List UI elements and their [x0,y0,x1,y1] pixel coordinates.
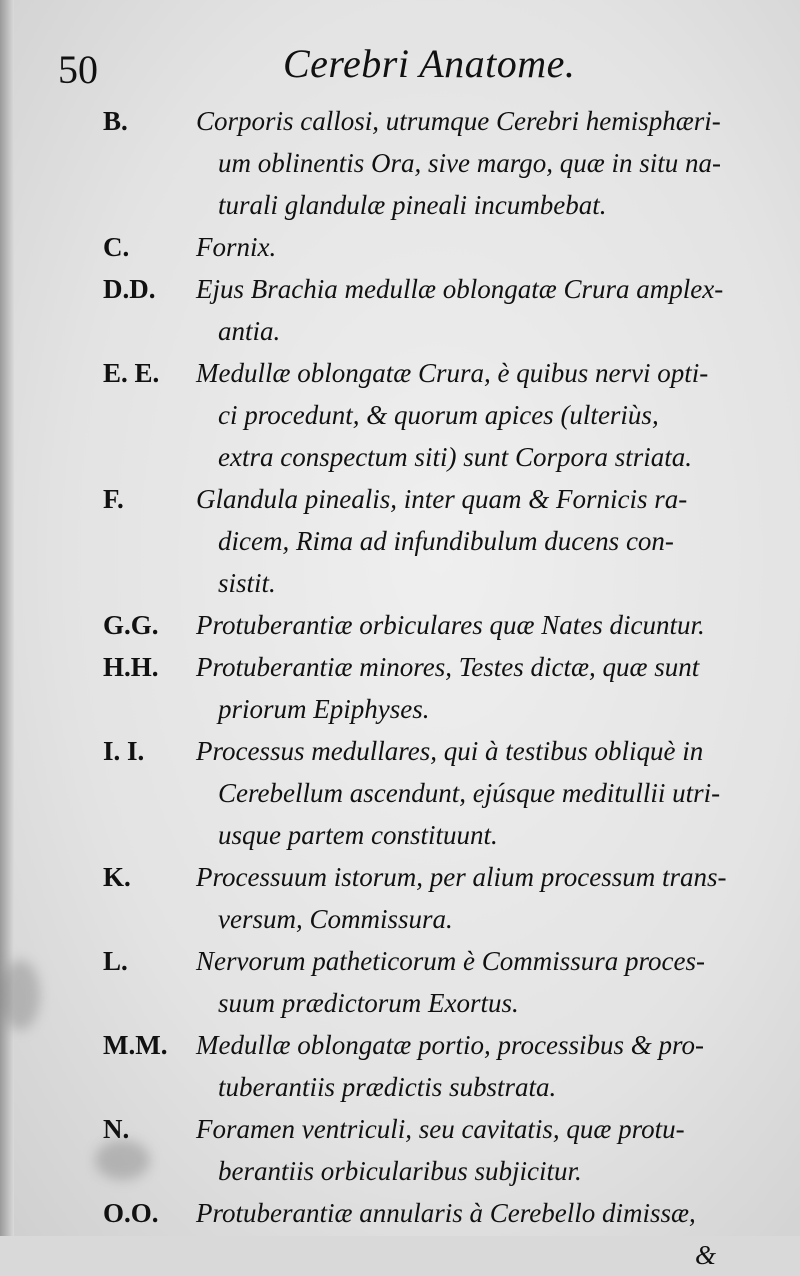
legend-entry [0,478,800,604]
entry-line: sistit. [218,568,276,598]
legend-entry [0,226,800,268]
entry-letter: B. [103,106,128,136]
entry-description [196,1192,736,1276]
entry-letter: E. E. [103,358,160,388]
entry-line: Nervorum patheticorum è Commissura proces- [196,946,705,976]
legend-entries [0,100,800,1276]
running-title: Cerebri Anatome. [283,41,576,86]
entry-description [196,478,736,604]
legend-entry [0,100,800,226]
entry-description [196,604,736,646]
entry-line: & [694,1240,716,1270]
legend-entry [0,1108,800,1192]
entry-letter: O.O. [103,1198,159,1228]
entry-description [196,1024,736,1108]
legend-entry [0,646,800,730]
entry-line: Foramen ventriculi, seu cavitatis, quæ protu- [196,1114,685,1144]
legend-entry [0,856,800,940]
entry-letter: C. [103,232,130,262]
legend-entry [0,268,800,352]
page-number: 50 [58,47,98,92]
entry-line: Medullæ oblongatæ portio, processibus & pro- [196,1030,705,1060]
entry-line: extra conspectum siti) sunt Corpora striata. [218,442,692,472]
entry-letter: L. [103,946,128,976]
entry-letter: M.M. [103,1030,168,1060]
entry-line: ci procedunt, & quorum apices (ulteriùs, [218,400,659,430]
entry-letter: I. I. [103,736,145,766]
entry-letter: F. [103,484,124,514]
entry-description [196,100,736,226]
entry-description [196,646,736,730]
legend-entry [0,1192,800,1276]
entry-line: tuberantiis prædictis substrata. [218,1072,557,1102]
entry-line: versum, Commissura. [218,904,453,934]
page-header [0,38,800,98]
entry-line: berantiis orbicularibus subjicitur. [218,1156,582,1186]
legend-entry [0,1024,800,1108]
legend-entry [0,730,800,856]
entry-line: dicem, Rima ad infundibulum ducens con- [218,526,674,556]
entry-line: Protuberantiæ annularis à Cerebello dimissæ, [196,1198,696,1228]
entry-line: Protuberantiæ orbiculares quæ Nates dicuntur. [196,610,705,640]
entry-description [196,940,736,1024]
entry-line: Medullæ oblongatæ Crura, è quibus nervi opti- [196,358,709,388]
entry-description [196,1108,736,1192]
entry-line: priorum Epiphyses. [218,694,430,724]
entry-line: Processuum istorum, per alium processum trans- [196,862,727,892]
entry-line: turali glandulæ pineali incumbebat. [218,190,607,220]
entry-line: Processus medullares, qui à testibus obliquè in [196,736,704,766]
entry-letter: N. [103,1114,130,1144]
entry-description [196,352,736,478]
entry-letter: D.D. [103,274,156,304]
legend-entry [0,352,800,478]
entry-line: usque partem constituunt. [218,820,498,850]
entry-line: Fornix. [196,232,277,262]
entry-description [196,856,736,940]
entry-line: um oblinentis Ora, sive margo, quæ in situ na- [218,148,721,178]
entry-line: Protuberantiæ minores, Testes dictæ, quæ sunt [196,652,700,682]
entry-letter: H.H. [103,652,159,682]
entry-line: suum prædictorum Exortus. [218,988,519,1018]
entry-line: Ejus Brachia medullæ oblongatæ Crura amplex- [196,274,724,304]
entry-line: Glandula pinealis, inter quam & Fornicis ra- [196,484,688,514]
entry-line: antia. [218,316,281,346]
legend-entry [0,604,800,646]
entry-description [196,268,736,352]
entry-line: Cerebellum ascendunt, ejúsque meditullii utri- [218,778,721,808]
entry-description [196,226,736,268]
entry-letter: K. [103,862,131,892]
entry-line: Corporis callosi, utrumque Cerebri hemisphæri- [196,106,721,136]
entry-letter: G.G. [103,610,159,640]
entry-description [196,730,736,856]
legend-entry [0,940,800,1024]
